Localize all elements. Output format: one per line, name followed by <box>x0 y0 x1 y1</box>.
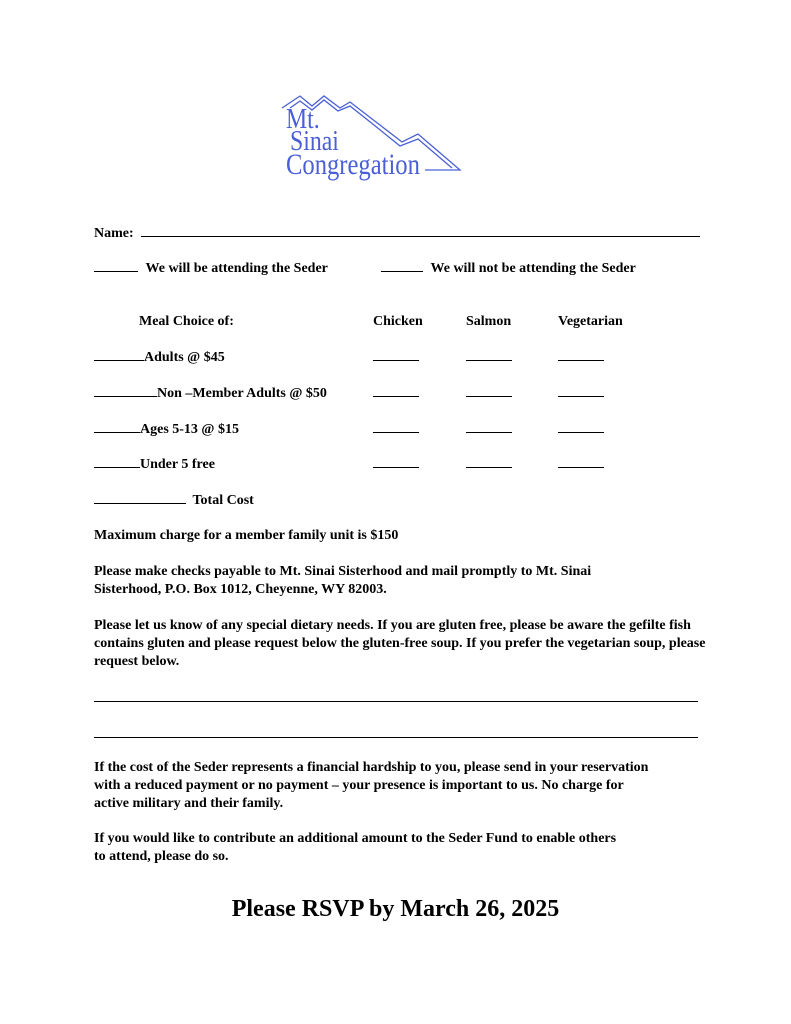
chicken-blank[interactable] <box>373 455 419 474</box>
choice-header-chicken: Chicken <box>373 314 423 329</box>
salmon-blank[interactable] <box>466 420 512 439</box>
contribute-line: to attend, please do so. <box>94 849 229 864</box>
salmon-blank[interactable] <box>466 348 512 367</box>
logo-text-sinai: Sinai <box>290 126 339 157</box>
vegetarian-blank[interactable] <box>558 348 604 367</box>
chicken-blank[interactable] <box>373 420 419 439</box>
dietary-note <box>94 617 705 671</box>
total-cost-label: Total Cost <box>192 493 254 508</box>
total-cost-blank[interactable] <box>94 491 186 504</box>
meal-row-label: Ages 5-13 @ $15 <box>140 422 239 437</box>
quantity-blank[interactable] <box>94 384 157 397</box>
meal-row-ages <box>94 420 239 439</box>
logo-text-mt: Mt. <box>286 104 320 135</box>
checks-note <box>94 563 591 599</box>
hardship-note <box>94 759 648 813</box>
meal-row-label: Under 5 free <box>140 457 215 472</box>
meal-row-under-5 <box>94 455 215 474</box>
contribute-note <box>94 830 616 866</box>
not-attending-option <box>381 259 636 278</box>
salmon-blank[interactable] <box>466 384 512 403</box>
vegetarian-blank[interactable] <box>558 384 604 403</box>
congregation-logo <box>280 94 465 186</box>
name-field[interactable] <box>141 224 700 237</box>
dietary-line: request below. <box>94 654 180 669</box>
meal-row-label: Adults @ $45 <box>144 350 225 365</box>
chicken-blank[interactable] <box>373 348 419 367</box>
checks-line: Please make checks payable to Mt. Sinai Sisterhood and mail promptly to Mt. Sinai <box>94 564 592 579</box>
hardship-line: If the cost of the Seder represents a financial hardship to you, please send in your reservation <box>94 760 649 775</box>
total-cost-row <box>94 491 254 510</box>
attending-label: We will be attending the Seder <box>145 261 328 276</box>
dietary-line: contains gluten and please request below the gluten-free soup. If you prefer the vegetarian soup, please <box>94 636 706 651</box>
dietary-needs-line-1[interactable] <box>94 701 698 702</box>
attending-option <box>94 259 328 278</box>
hardship-line: with a reduced payment or no payment – your presence is important to us. No charge for <box>94 778 624 793</box>
meal-row-label: Non –Member Adults @ $50 <box>157 386 327 401</box>
meal-row-adults <box>94 348 225 367</box>
contribute-line: If you would like to contribute an additional amount to the Seder Fund to enable others <box>94 831 617 846</box>
dietary-needs-line-2[interactable] <box>94 737 698 738</box>
meal-row-non-member <box>94 384 327 403</box>
attending-blank[interactable] <box>94 259 138 272</box>
meal-choice-header: Meal Choice of: <box>139 314 234 329</box>
hardship-line: active military and their family. <box>94 796 284 811</box>
quantity-blank[interactable] <box>94 455 140 468</box>
quantity-blank[interactable] <box>94 348 144 361</box>
checks-line: Sisterhood, P.O. Box 1012, Cheyenne, WY 82003. <box>94 582 387 597</box>
vegetarian-blank[interactable] <box>558 455 604 474</box>
salmon-blank[interactable] <box>466 455 512 474</box>
max-charge-note: Maximum charge for a member family unit is $150 <box>94 528 399 543</box>
name-row <box>94 224 700 243</box>
chicken-blank[interactable] <box>373 384 419 403</box>
quantity-blank[interactable] <box>94 420 140 433</box>
name-label: Name: <box>94 226 134 241</box>
logo-text-congregation: Congregation <box>286 148 420 181</box>
choice-header-salmon: Salmon <box>466 314 512 329</box>
not-attending-label: We will not be attending the Seder <box>430 261 636 276</box>
choice-header-vegetarian: Vegetarian <box>558 314 623 329</box>
vegetarian-blank[interactable] <box>558 420 604 439</box>
not-attending-blank[interactable] <box>381 259 423 272</box>
rsvp-deadline: Please RSVP by March 26, 2025 <box>231 896 560 922</box>
dietary-line: Please let us know of any special dietary needs. If you are gluten free, please be aware the gefilte fish <box>94 618 691 633</box>
